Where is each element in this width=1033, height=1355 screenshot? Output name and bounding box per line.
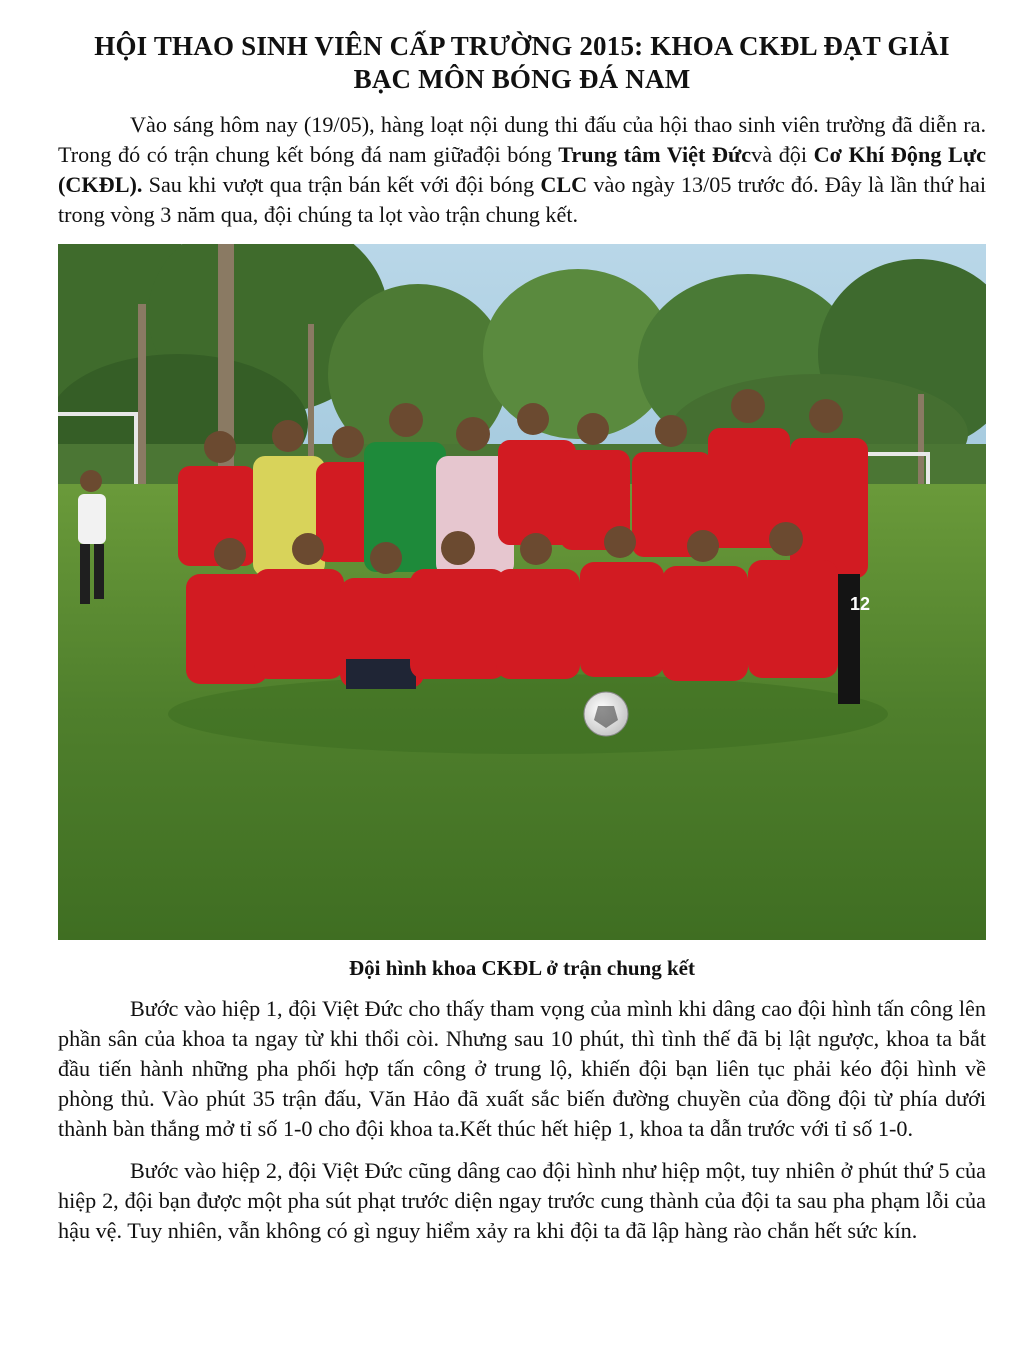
paragraph-second-half: Bước vào hiệp 2, đội Việt Đức cũng dâng cao đội hình như hiệp một, tuy nhiên ở phút thứ 5 của hiệp 2, đội bạn được một pha sút phạt trước diện ngay trước cung thành của đội ta sau pha phạm lỗi của hậu vệ. Tuy nhiên, vẫn không có gì nguy hiểm xảy ra khi đội ta đã lập hàng rào chắn hết sức kín. <box>58 1158 986 1243</box>
team-name-clc: CLC <box>540 172 588 197</box>
intro-text-3: Sau khi vượt qua trận bán kết với đội bóng <box>142 172 541 197</box>
intro-text-2: và đội <box>751 142 814 167</box>
title-line-2: BẠC MÔN BÓNG ĐÁ NAM <box>353 64 691 94</box>
title-line-1: HỘI THAO SINH VIÊN CẤP TRƯỜNG 2015: KHOA CKĐL ĐẠT GIẢI <box>94 31 950 61</box>
intro-text-1: Vào sáng hôm nay (19/05), hàng loạt nội dung thi đấu của hội thao sinh viên trường đã diễn ra. Trong đó có trận chung kết bóng đá nam giữađội bóng <box>58 112 986 167</box>
team-name-ckdl: Cơ Khí Động Lực (CKĐL). <box>58 142 986 197</box>
team-name-viet-duc: Trung tâm Việt Đức <box>558 142 752 167</box>
article <box>58 30 986 1246</box>
photo-caption: Đội hình khoa CKĐL ở trận chung kết <box>349 956 695 980</box>
jersey-number: 12 <box>850 594 871 614</box>
intro-paragraph <box>58 110 986 230</box>
paragraph-first-half: Bước vào hiệp 1, đội Việt Đức cho thấy tham vọng của mình khi dâng cao đội hình tấn công lên phần sân của khoa ta ngay từ khi thổi còi. Nhưng sau 10 phút, thì tình thế đã bị lật ngược, khoa ta bắt đầu tiến hành những pha phối hợp tấn công ở trung lộ, khiến đội bạn liên tục phải kéo đội hình về phòng thủ. Vào phút 35 trận đấu, Văn Hảo đã xuất sắc biến đường chuyền của đồng đội từ phía dưới thành bàn thắng mở tỉ số 1-0 cho đội khoa ta.Kết thúc hết hiệp 1, khoa ta dẫn trước với tỉ số 1-0. <box>58 996 986 1141</box>
team-photo <box>58 244 986 940</box>
article-title <box>58 30 986 96</box>
intro-text-4: vào ngày 13/05 trước đó. Đây là lần thứ hai trong vòng 3 năm qua, đội chúng ta lọt vào trận chung kết. <box>58 172 986 227</box>
